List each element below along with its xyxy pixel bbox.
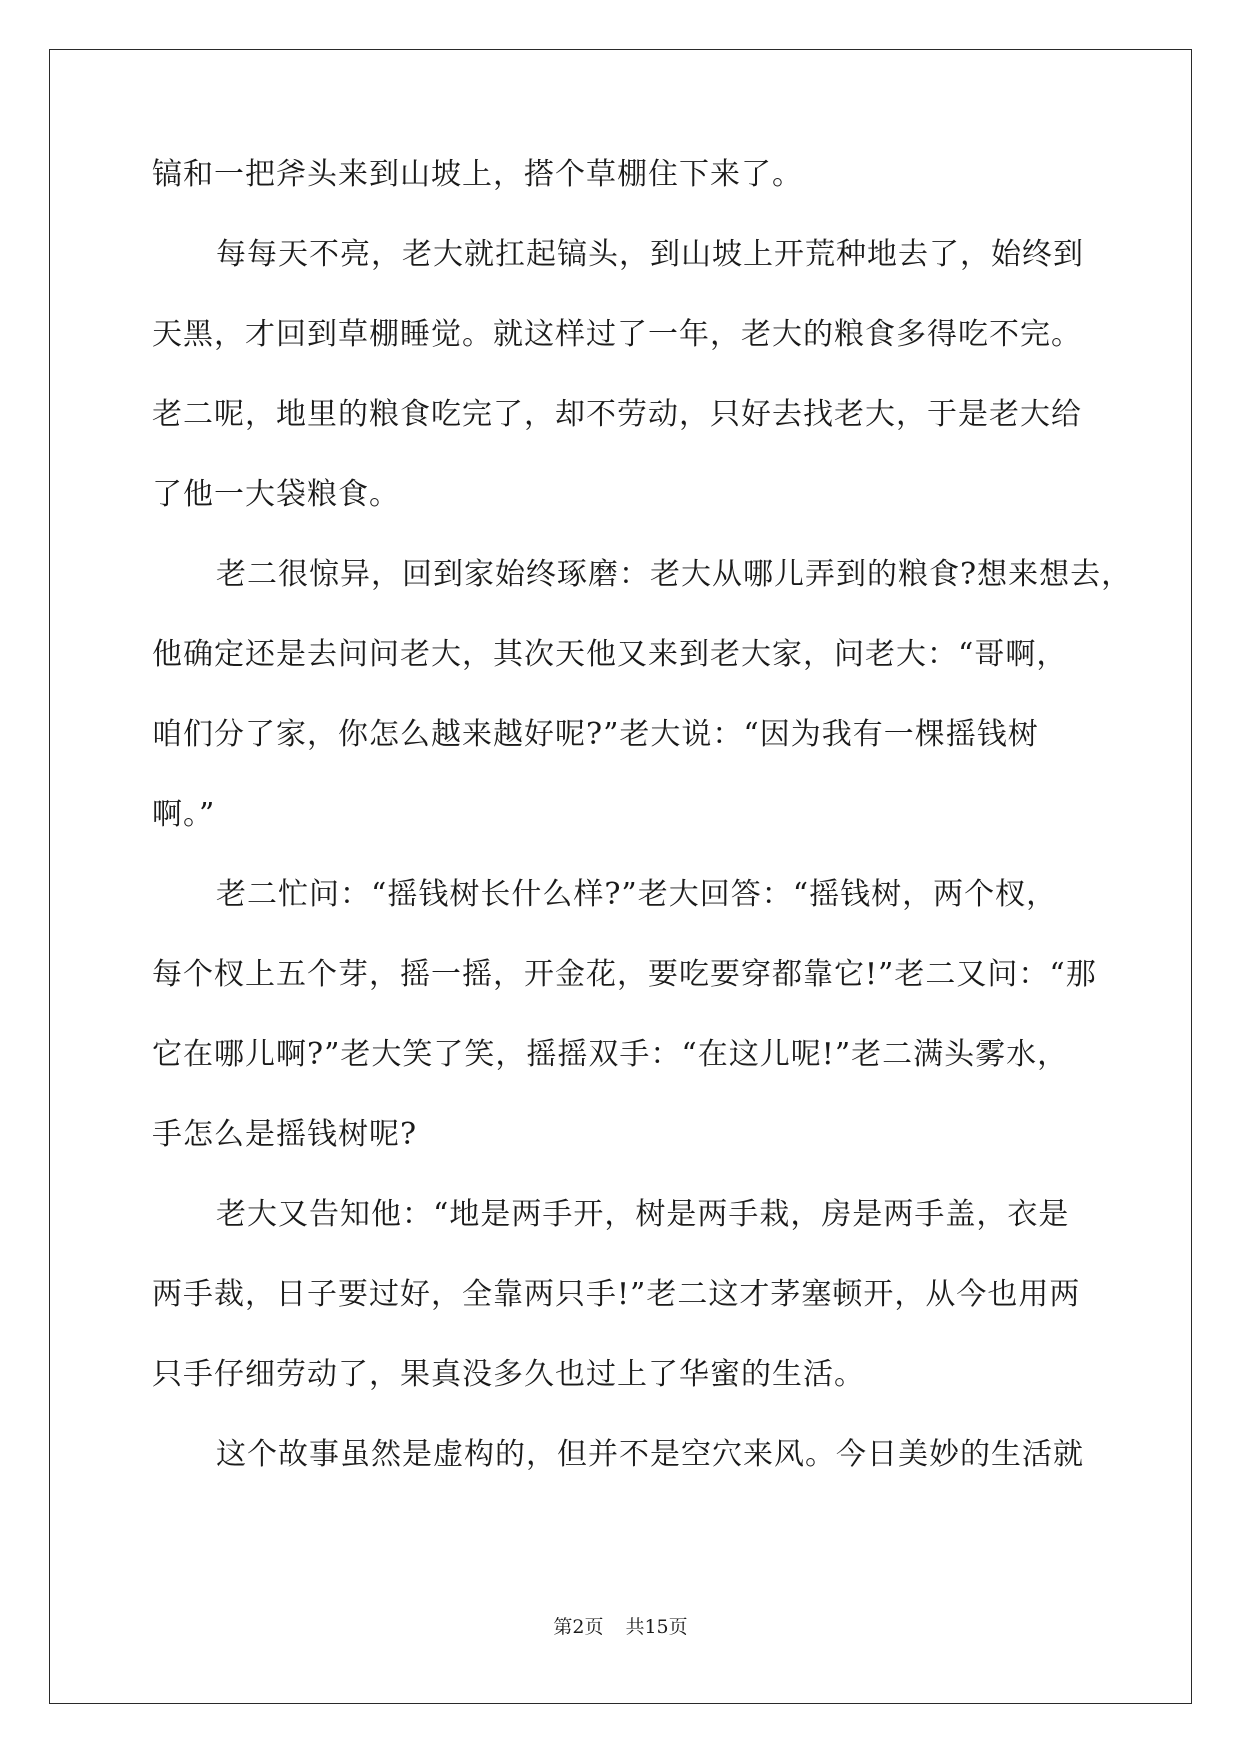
text-line-17: 这个故事虽然是虚构的，但并不是空穴来风。今日美妙的生活就	[216, 1437, 1084, 1472]
page-footer	[0, 1616, 1241, 1638]
text-line-16: 只手仔细劳动了，果真没多久也过上了华蜜的生活。	[152, 1357, 865, 1392]
document-body	[152, 157, 1133, 1520]
text-line-11: 每个杈上五个芽，摇一摇，开金花，要吃要穿都靠它!”老二又问：“那	[152, 957, 1097, 992]
text-line-1: 镐和一把斧头来到山坡上，搭个草棚住下来了。	[152, 157, 803, 192]
text-line-4: 老二呢，地里的粮食吃完了，却不劳动，只好去找老大，于是老大给	[152, 397, 1082, 432]
text-line-8: 咱们分了家，你怎么越来越好呢?”老大说：“因为我有一棵摇钱树	[152, 717, 1039, 752]
text-line-15: 两手裁，日子要过好，全靠两只手!”老二这才茅塞顿开，从今也用两	[152, 1277, 1081, 1312]
text-line-3: 天黑，才回到草棚睡觉。就这样过了一年，老大的粮食多得吃不完。	[152, 317, 1082, 352]
text-line-10: 老二忙问：“摇钱树长什么样?”老大回答：“摇钱树，两个杈，	[216, 877, 1058, 912]
text-line-14: 老大又告知他：“地是两手开，树是两手栽，房是两手盖，衣是	[216, 1197, 1070, 1232]
text-line-12: 它在哪儿啊?”老大笑了笑，摇摇双手：“在这儿呢!”老二满头雾水，	[152, 1037, 1069, 1072]
page-number: 第2页	[553, 1616, 604, 1638]
text-line-9: 啊。”	[152, 797, 216, 832]
text-line-2: 每每天不亮，老大就扛起镐头，到山坡上开荒种地去了，始终到	[216, 237, 1084, 272]
text-line-5: 了他一大袋粮食。	[152, 477, 400, 512]
text-line-6: 老二很惊异，回到家始终琢磨：老大从哪儿弄到的粮食?想来想去，	[216, 557, 1133, 592]
page-total: 共15页	[625, 1616, 688, 1638]
text-line-7: 他确定还是去问问老大，其次天他又来到老大家，问老大：“哥啊，	[152, 637, 1068, 672]
text-line-13: 手怎么是摇钱树呢?	[152, 1117, 418, 1152]
